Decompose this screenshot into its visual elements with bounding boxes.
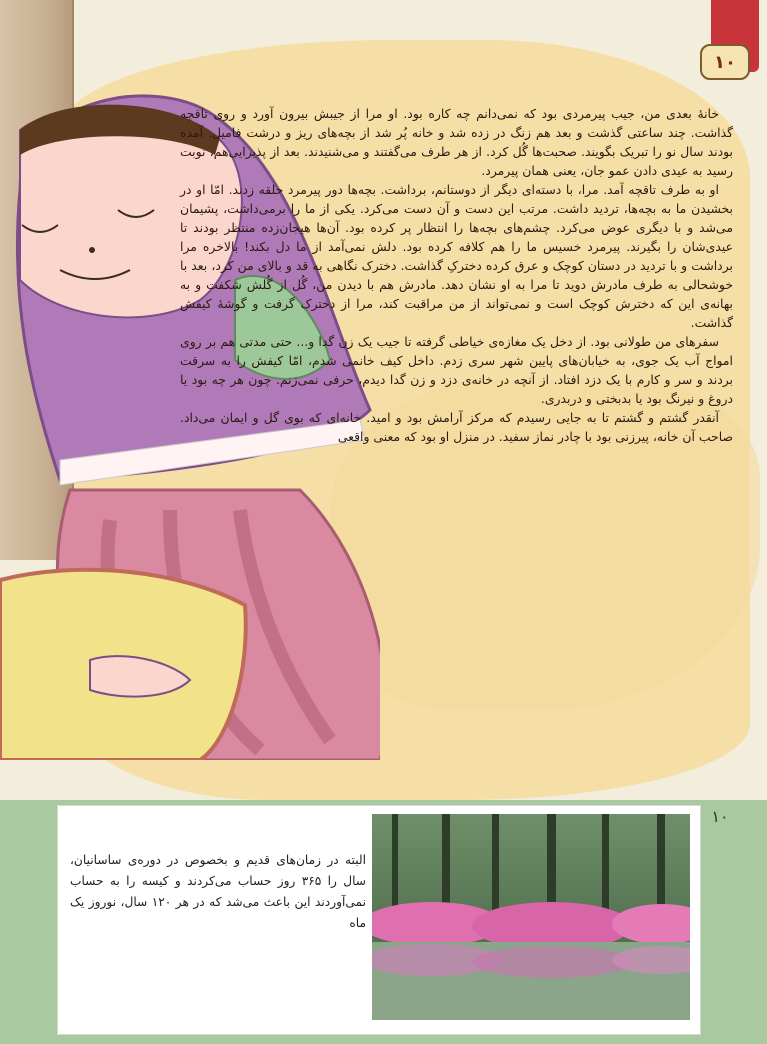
forest-lake-photo xyxy=(372,814,690,1020)
page-number: ۱۰ xyxy=(714,51,736,73)
story-paragraph: خانهٔ بعدی من، جیب پیرمردی بود که نمی‌دانم چه کاره بود. او مرا از جیبش بیرون آورد و روی تاقچه گذاشت. چند ساعتی گذشت و بعد هم زنگ در زده شد و خانه پُر شد از بچه‌های ریز و درشت فامیل. آمده بودند سال نو را تبریک بگویند. صحبت‌ها گُل کرد. از هر طرف می‌گفتند و می‌شنیدند. بعد از پذیرایی‌هم، نوبت رسید به عیدی دادن عمو جان، یعنی همان پیرمرد. xyxy=(180,106,733,178)
story-paragraph: آنقدر گشتم و گشتم تا به جایی رسیدم که مرکز آرامش بود و امید. خانه‌ای که بوی گل و ایمان می‌داد. صاحب آن خانه، پیرزنی بود با چادر نماز سفید. در منزل او بود که معنی واقعی xyxy=(180,410,733,444)
footnote-page-number: ۱۰ xyxy=(711,806,729,826)
page-number-badge xyxy=(700,44,750,80)
footnote-text: البته در زمان‌های قدیم و بخصوص در دوره‌ی ساسانیان، سال را ۳۶۵ روز حساب می‌کردند و کیسه را به حساب نمی‌آوردند این باعث می‌شد که در هر ۱۲۰ سال، نوروز یک ماه xyxy=(70,853,366,930)
story-text xyxy=(180,104,733,784)
story-paragraph: او به طرف تاقچه آمد. مرا، با دسته‌ای دیگر از دوستانم، برداشت. بچه‌ها دور پیرمرد حلقه زدند. امّا او در بخشیدن ما به بچه‌ها، تردید داشت. مرتب این دست و آن دست می‌کرد. یکی از ما را برمی‌داشت، پشیمان می‌شد و با دیگری عوض می‌کرد. چشم‌های بچه‌ها را انتظار پر کرده بود. آن‌ها هیجان‌زده منتظر بودند تا عیدی‌شان را بگیرند. پیرمرد خسیس ما را هم کلافه کرده بود. دلش نمی‌آمد از ما دل بکند! بالاخره مرا برداشت و با تردید در دستان کوچک و عرق کرده دخترکِ گذاشت. دخترک نگاهی به قد و بالای من کرد، بعد با خوشحالی به طرف مادرش دوید تا مرا به او نشان دهد. مادرش هم با دیدن من، گُل از گُلش شکفت و به بهانه‌ی این که دخترش کوچک است و نمی‌تواند از من مراقبت کند، مرا از دخترک گرفت و گوشهٔ کیفش گذاشت. xyxy=(180,182,733,330)
story-paragraph: سفرهای من طولانی بود. از دخل یک مغازه‌ی خیاطی گرفته تا جیب یک زن گدا و... حتی مدتی هم بر روی امواج آب یک جوی، به خیابان‌های پایین شهر سری زدم. داخل کیف خانمی شدم، امّا کیفش را به سرقت بردند و سر و کارم با یک دزد افتاد. از آنچه در خانه‌ی دزد و زن گدا دیدم، حرفی نمی‌زنم. چون هر چه بود یا دروغ و نیرنگ بود یا بدبختی و دربدری. xyxy=(180,334,733,406)
